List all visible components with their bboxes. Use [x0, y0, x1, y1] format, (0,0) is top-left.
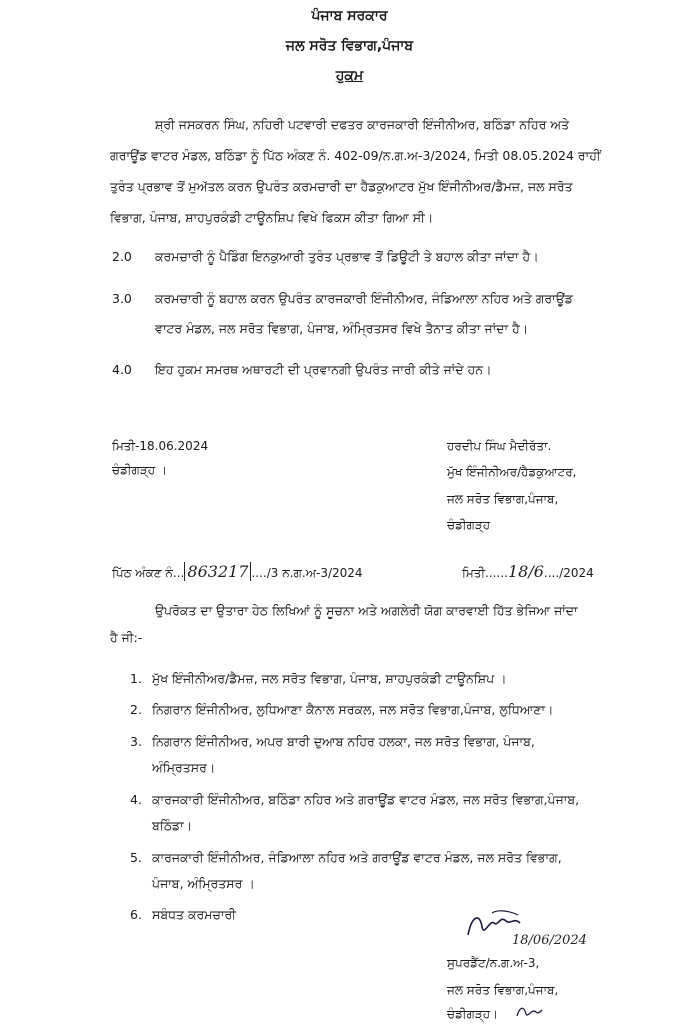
item-number: 4.0: [112, 362, 132, 377]
header-govt: ਪੰਜਾਬ ਸਰਕਾਰ: [311, 8, 388, 24]
recipient-text: ਕਾਰਜਕਾਰੀ ਇੰਜੀਨੀਅਰ, ਬਠਿੰਡਾ ਨਹਿਰ ਅਤੇ ਗਰਾਊਂਡ ਵਾਟਰ ਮੰਡਲ, ਜਲ ਸਰੋਤ ਵਿਭਾਗ,ਪੰਜਾਬ,: [152, 792, 580, 807]
order-date: ਮਿਤੀ-18.06.2024: [112, 439, 209, 453]
copy-intro-line: ਹੈ ਜੀ:-: [110, 630, 143, 645]
recipient-number: 5.: [130, 850, 142, 865]
copy-intro-line: ਉਪਰੋਕਤ ਦਾ ਉਤਾਰਾ ਹੇਠ ਲਿਖਿਆਂ ਨੂੰ ਸੂਚਨਾ ਅਤੇ ਅਗਲੇਰੀ ਯੋਗ ਕਾਰਵਾਈ ਹਿੱਤ ਭੇਜਿਆ ਜਾਂਦਾ: [155, 603, 578, 618]
recipient-text: ਮੁੱਖ ਇੰਜੀਨੀਅਰ/ਡੈਮਜ਼, ਜਲ ਸਰੋਤ ਵਿਭਾਗ, ਪੰਜਾਬ, ਸ਼ਾਹਪੁਰਕੰਡੀ ਟਾਊਨਸ਼ਿਪ ।: [152, 671, 507, 686]
initials-scribble: [514, 1004, 544, 1020]
para1-line: ਗਰਾਊਂਡ ਵਾਟਰ ਮੰਡਲ, ਬਠਿੰਡਾ ਨੂੰ ਪਿੱਠ ਅੰਕਣ ਨੰ. 402-09/ਨ.ਗ.ਅ-3/2024, ਮਿਤੀ 08.05.2024 ਰਾਹੀਂ: [110, 148, 601, 163]
para1-line: ਤੁਰੰਤ ਪ੍ਰਭਾਵ ਤੋਂ ਮੁਅੱਤਲ ਕਰਨ ਉਪਰੰਤ ਕਰਮਚਾਰੀ ਦਾ ਹੈਡਕੁਆਟਰ ਮੁੱਖ ਇੰਜੀਨੀਅਰ/ਡੈਮਜ਼, ਜਲ ਸਰੋਤ: [110, 179, 573, 194]
item-number: 2.0: [112, 249, 132, 264]
recipient-text: ਨਿਗਰਾਨ ਇੰਜੀਨੀਅਰ, ਅਪਰ ਬਾਰੀ ਦੁਆਬ ਨਹਿਰ ਹਲਕਾ, ਜਲ ਸਰੋਤ ਵਿਭਾਗ, ਪੰਜਾਬ,: [152, 734, 535, 749]
handwritten-endorsement-number: 863217: [184, 562, 251, 581]
signatory-name: ਹਰਦੀਪ ਸਿੰਘ ਮੈਦੀਰੱਤਾ.: [447, 439, 552, 453]
endorsement-number-line: [112, 562, 363, 581]
recipient-text: ਅੰਮ੍ਰਿਤਸਰ।: [152, 760, 216, 775]
recipient-text: ਬਠਿੰਡਾ।: [152, 818, 193, 833]
header-order-title: ਹੁਕਮ: [335, 68, 364, 84]
para1-line: ਵਿਭਾਗ, ਪੰਜਾਬ, ਸ਼ਾਹਪੁਰਕੰਡੀ ਟਾਊਨਸ਼ਿਪ ਵਿਖੇ ਫਿਕਸ ਕੀਤਾ ਗਿਆ ਸੀ।: [110, 210, 434, 225]
superintendent-signature-date: 18/06/2024: [512, 933, 587, 948]
signatory-place: ਚੰਡੀਗੜ੍ਹ: [447, 518, 491, 532]
recipient-number: 4.: [130, 792, 142, 807]
item-text: ਕਰਮਚਾਰੀ ਨੂੰ ਬਹਾਲ ਕਰਨ ਉਪਰੰਤ ਕਾਰਜਕਾਰੀ ਇੰਜੀਨੀਅਰ, ਜੰਡਿਆਲਾ ਨਹਿਰ ਅਤੇ ਗਰਾਊਂਡ: [155, 291, 573, 306]
para1-line: ਸ਼੍ਰੀ ਜਸਕਰਨ ਸਿੰਘ, ਨਹਿਰੀ ਪਟਵਾਰੀ ਦਫਤਰ ਕਾਰਜਕਾਰੀ ਇੰਜੀਨੀਅਰ, ਬਠਿੰਡਾ ਨਹਿਰ ਅਤੇ: [155, 117, 570, 132]
signatory-department: ਜਲ ਸਰੋਤ ਵਿਭਾਗ,ਪੰਜਾਬ,: [447, 492, 559, 506]
item-number: 3.0: [112, 291, 132, 306]
endorsement-date-suffix: ..../2024: [543, 566, 594, 580]
recipient-number: 1.: [130, 671, 142, 686]
order-place: ਚੰਡੀਗੜ੍ਹ ।: [112, 463, 167, 477]
item-text: ਇਹ ਹੁਕਮ ਸਮਰਥ ਅਥਾਰਟੀ ਦੀ ਪ੍ਰਵਾਨਗੀ ਉਪਰੰਤ ਜਾਰੀ ਕੀਤੇ ਜਾਂਦੇ ਹਨ।: [155, 362, 492, 377]
signatory-designation: ਮੁੱਖ ਇੰਜੀਨੀਅਰ/ਹੈਡਕੁਆਟਰ,: [447, 465, 577, 479]
recipient-text: ਪੰਜਾਬ, ਅੰਮ੍ਰਿਤਸਰ ।: [152, 876, 255, 891]
endorsement-date-line: [462, 562, 594, 581]
recipient-number: 3.: [130, 734, 142, 749]
item-text: ਵਾਟਰ ਮੰਡਲ, ਜਲ ਸਰੋਤ ਵਿਭਾਗ, ਪੰਜਾਬ, ਅੰਮ੍ਰਿਤਸਰ ਵਿਖੇ ਤੈਨਾਤ ਕੀਤਾ ਜਾਂਦਾ ਹੈ।: [155, 321, 529, 336]
recipient-text: ਕਾਰਜਕਾਰੀ ਇੰਜੀਨੀਅਰ, ਜੰਡਿਆਲਾ ਨਹਿਰ ਅਤੇ ਗਰਾਊਂਡ ਵਾਟਰ ਮੰਡਲ, ਜਲ ਸਰੋਤ ਵਿਭਾਗ,: [152, 850, 562, 865]
header-department: ਜਲ ਸਰੋਤ ਵਿਭਾਗ,ਪੰਜਾਬ: [285, 38, 414, 54]
endorsement-suffix: ..../3 ਨ.ਗ.ਅ-3/2024: [251, 566, 363, 580]
superintendent-department: ਜਲ ਸਰੋਤ ਵਿਭਾਗ,ਪੰਜਾਬ,: [447, 983, 559, 997]
recipient-number: 6.: [130, 907, 142, 922]
superintendent-place: ਚੰਡੀਗੜ੍ਹ।: [447, 1007, 499, 1021]
endorsement-prefix: ਪਿੱਠ ਅੰਕਣ ਨੰ...: [112, 566, 185, 580]
recipient-text: ਸਬੰਧਤ ਕਰਮਚਾਰੀ: [152, 907, 236, 922]
handwritten-endorsement-date: 18/6: [507, 562, 544, 581]
recipient-text: ਨਿਗਰਾਨ ਇੰਜੀਨੀਅਰ, ਲੁਧਿਆਣਾ ਕੈਨਾਲ ਸਰਕਲ, ਜਲ ਸਰੋਤ ਵਿਭਾਗ,ਪੰਜਾਬ, ਲੁਧਿਆਣਾ।: [152, 702, 554, 717]
item-text: ਕਰਮਚਾਰੀ ਨੂੰ ਪੈਡਿੰਗ ਇਨਕੁਆਰੀ ਤੁਰੰਤ ਪ੍ਰਭਾਵ ਤੋਂ ਡਿਊਟੀ ਤੇ ਬਹਾਲ ਕੀਤਾ ਜਾਂਦਾ ਹੈ।: [155, 249, 539, 264]
endorsement-date-prefix: ਮਿਤੀ......: [462, 566, 508, 580]
superintendent-designation: ਸੁਪਰਡੈਂਟ/ਨ.ਗ.ਅ-3,: [447, 956, 540, 970]
recipient-number: 2.: [130, 702, 142, 717]
